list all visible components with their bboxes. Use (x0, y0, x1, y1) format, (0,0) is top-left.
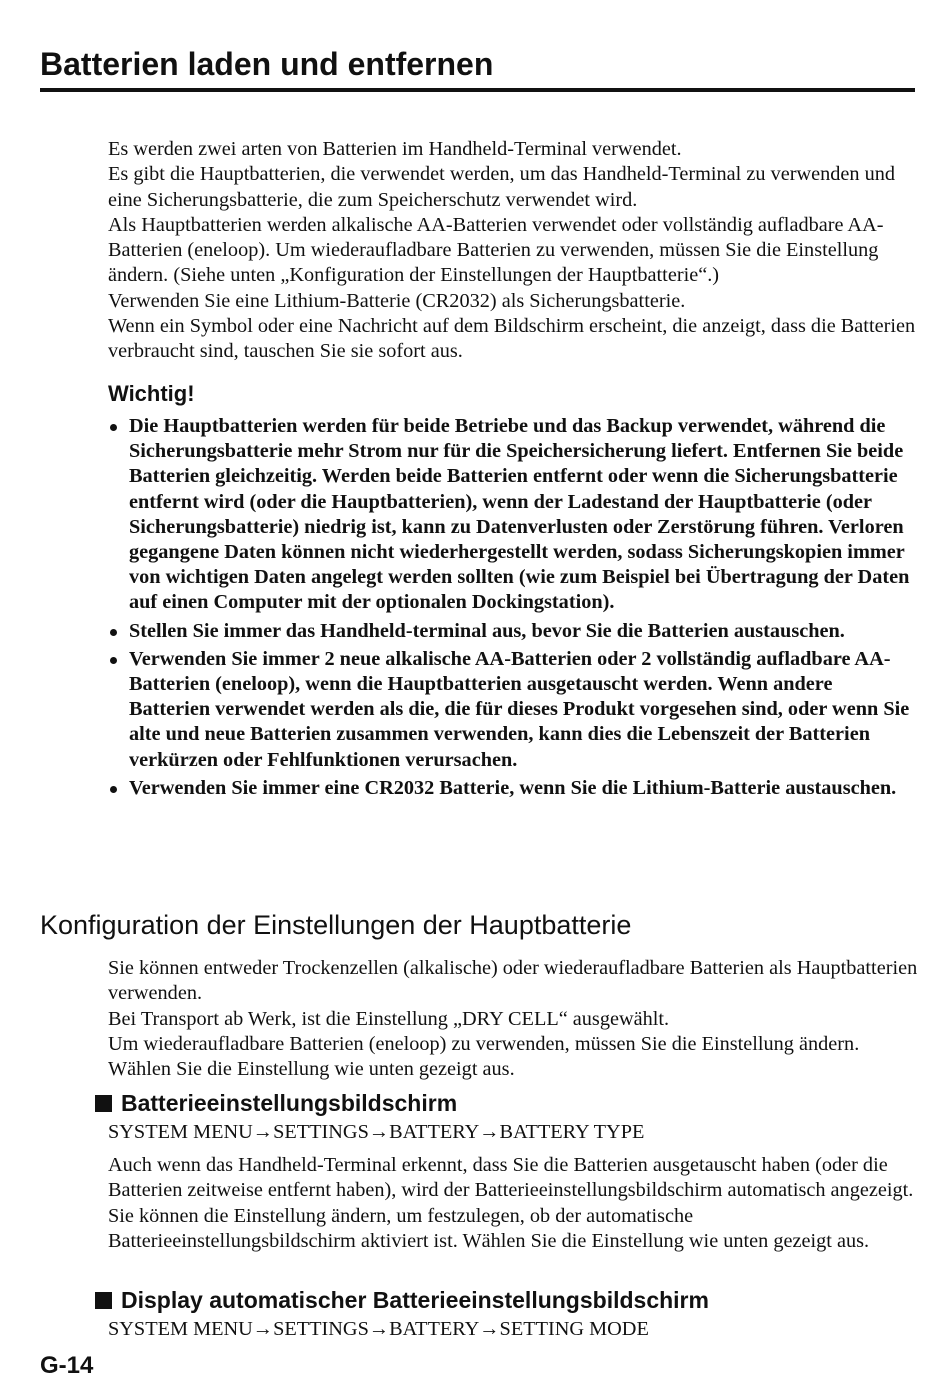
list-item-text: Verwenden Sie immer 2 neue alkalische AA-Batterien oder 2 vollständig aufladbare AA-Batterien (eneloop), wenn die Hauptbatterien ausgetauscht werden. Wenn andere Batterien verwendet werden als die, die für dieses Produkt vorgesehen sind, oder wenn Sie alte und neue Batterien zusammen verwenden, kann dies die Lebenszeit der Batterien verkürzen oder Fehlfunktionen verursachen. (129, 647, 910, 771)
list-item (108, 619, 918, 644)
square-bullet-icon (95, 1292, 112, 1309)
battery-screen-heading (95, 1089, 457, 1117)
list-item (108, 647, 918, 773)
config-paragraph: Sie können entweder Trockenzellen (alkalische) oder wiederaufladbare Batterien als Hauptbatterien verwenden. (108, 957, 918, 1005)
list-item-text: Die Hauptbatterien werden für beide Betriebe und das Backup verwendet, während die Sicherungsbatterie mehr Strom nur für die Speichersicherung liefert. Entfernen Sie beide Batterien gleichzeitig. Werden beide Batterien entfernt oder wenn die Sicherungsbatterie entfernt wird (oder die Hauptbatterien), wenn der Ladestand der Hauptbatterie (oder Sicherungsbatterie) niedrig ist, kann zu Datenverlusten oder Zerstörung führen. Verloren gegangene Daten können nicht wiederhergestellt werden, sodass Sicherungskopien immer von wichtigen Daten angelegt werden sollten (wie zum Beispiel bei Übertragung der Daten auf einen Computer mit der optionalen Dockingstation). (129, 415, 910, 614)
display-auto-heading (95, 1286, 709, 1314)
list-item (108, 776, 918, 801)
config-text (108, 956, 918, 1082)
important-heading: Wichtig! (108, 381, 195, 406)
battery-type-menu-path: SYSTEM MENU→SETTINGS→BATTERY→BATTERY TYPE (108, 1121, 645, 1143)
intro-paragraph: Es werden zwei arten von Batterien im Handheld-Terminal verwendet. (108, 138, 682, 160)
config-paragraph: Bei Transport ab Werk, ist die Einstellung „DRY CELL“ ausgewählt. (108, 1007, 670, 1030)
list-item-text: Stellen Sie immer das Handheld-terminal aus, bevor Sie die Batterien austauschen. (129, 619, 845, 642)
list-item (108, 414, 918, 616)
bullet-icon (110, 786, 117, 793)
battery-screen-heading-text: Batterieeinstellungsbildschirm (121, 1090, 458, 1116)
display-auto-heading-text: Display automatischer Batterieeinstellungsbildschirm (121, 1287, 709, 1313)
config-paragraph: Um wiederaufladbare Batterien (eneloop) zu verwenden, müssen Sie die Einstellung ändern. Wählen Sie die Einstellung wie unten gezeigt aus. (108, 1032, 860, 1081)
list-item-text: Verwenden Sie immer eine CR2032 Batterie, wenn Sie die Lithium-Batterie austauschen. (129, 776, 897, 799)
config-heading: Konfiguration der Einstellungen der Hauptbatterie (40, 910, 632, 940)
battery-screen-paragraph: Auch wenn das Handheld-Terminal erkennt, dass Sie die Batterien ausgetauscht haben (oder die Batterien zeitweise entfernt haben), wird der Batterieeinstellungsbildschirm automatisch angezeigt. (108, 1154, 914, 1202)
page-title: Batterien laden und entfernen (40, 44, 915, 92)
intro-paragraph: Es gibt die Hauptbatterien, die verwendet werden, um das Handheld-Terminal zu verwenden und eine Sicherungsbatterie, die zum Speicherschutz verwendet wird. (108, 163, 896, 211)
setting-mode-menu-path: SYSTEM MENU→SETTINGS→BATTERY→SETTING MODE (108, 1318, 649, 1340)
bullet-icon (110, 629, 117, 636)
square-bullet-icon (95, 1095, 112, 1112)
intro-text (108, 137, 918, 365)
bullet-icon (110, 424, 117, 431)
page-number: G-14 (40, 1352, 94, 1379)
intro-paragraph: Wenn ein Symbol oder eine Nachricht auf dem Bildschirm erscheint, die anzeigt, dass die Batterien verbraucht sind, tauschen Sie sie sofort aus. (108, 315, 916, 363)
important-list (108, 414, 918, 804)
battery-screen-paragraph: Sie können die Einstellung ändern, um festzulegen, ob der automatische Batterieeinstellungsbildschirm aktiviert ist. Wählen Sie die Einstellung wie unten gezeigt aus. (108, 1204, 870, 1252)
intro-paragraph: Als Hauptbatterien werden alkalische AA-Batterien verwendet oder vollständig aufladbare AA-Batterien (eneloop). Um wiederaufladbare Batterien zu verwenden, müssen Sie die Einstellung ändern. (Siehe unten „Konfiguration der Einstellungen der Hauptbatterie“.) (108, 213, 884, 287)
bullet-icon (110, 657, 117, 664)
intro-paragraph: Verwenden Sie eine Lithium-Batterie (CR2032) als Sicherungsbatterie. (108, 289, 686, 312)
battery-screen-text (108, 1153, 918, 1254)
